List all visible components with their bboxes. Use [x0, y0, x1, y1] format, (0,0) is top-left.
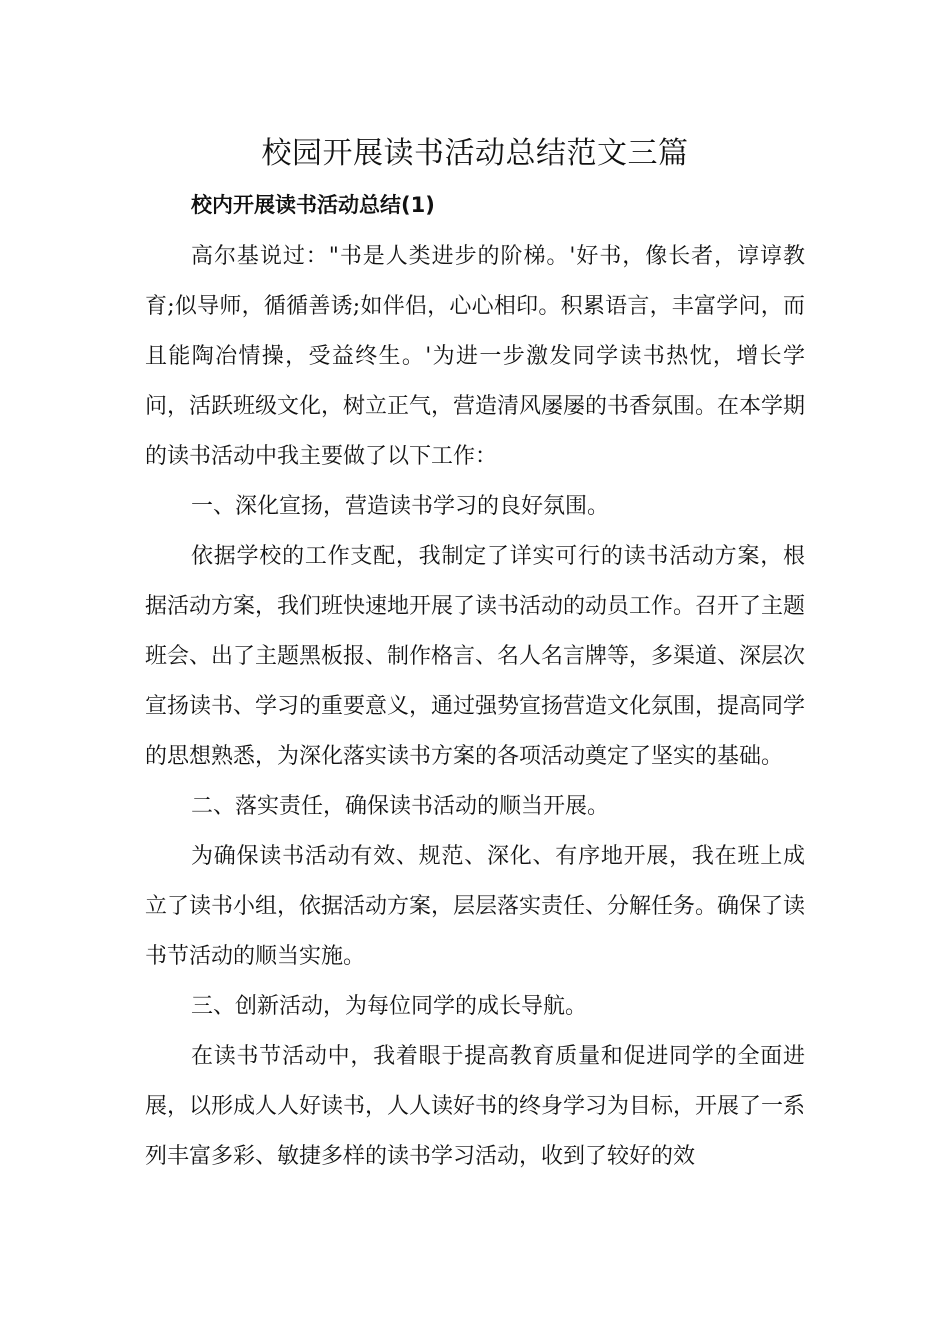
document-page	[145, 130, 805, 1182]
paragraph-point-2-body: 为确保读书活动有效、规范、深化、有序地开展，我在班上成立了读书小组，依据活动方案，层层落实责任、分解任务。确保了读书节活动的顺当实施。	[145, 844, 806, 969]
paragraph-point-2-heading: 二、落实责任，确保读书活动的顺当开展。	[191, 794, 610, 819]
section-heading: 校内开展读书活动总结(1)	[191, 193, 435, 217]
paragraph-point-1-body: 依据学校的工作支配，我制定了详实可行的读书活动方案，根据活动方案，我们班快速地开展了读书活动的动员工作。召开了主题班会、出了主题黑板报、制作格言、名人名言牌等，多渠道、深层次宣扬读书、学习的重要意义，通过强势宣扬营造文化氛围，提高同学的思想熟悉，为深化落实读书方案的各项活动奠定了坚实的基础。	[145, 544, 806, 769]
paragraph-intro: 高尔基说过："书是人类进步的阶梯。'好书，像长者，谆谆教育;似导师，循循善诱;如伴侣，心心相印。积累语言，丰富学问，而且能陶冶情操，受益终生。'为进一步激发同学读书热忱，增长学问，活跃班级文化，树立正气，营造清风屡屡的书香氛围。在本学期的读书活动中我主要做了以下工作：	[145, 244, 806, 469]
paragraph-point-3-heading: 三、创新活动，为每位同学的成长导航。	[191, 994, 588, 1019]
paragraph-point-3-body: 在读书节活动中，我着眼于提高教育质量和促进同学的全面进展，以形成人人好读书，人人读好书的终身学习为目标，开展了一系列丰富多彩、敏捷多样的读书学习活动，收到了较好的效	[145, 1044, 806, 1169]
paragraph-point-1-heading: 一、深化宣扬，营造读书学习的良好氛围。	[191, 494, 610, 519]
document-title: 校园开展读书活动总结范文三篇	[261, 136, 689, 171]
